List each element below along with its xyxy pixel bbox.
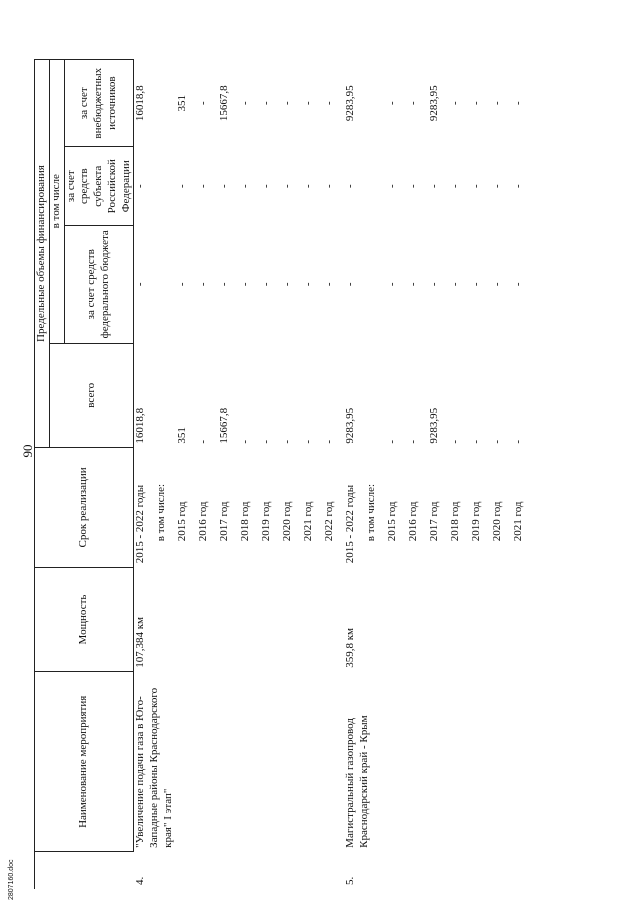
extra-cell [155, 60, 176, 147]
header-extra: за счет внебюджетных источников [64, 60, 134, 147]
extra-cell: - [407, 101, 420, 106]
term-cell: 2019 год [470, 501, 483, 542]
header-including: в том числе [49, 60, 64, 344]
header-federal: за счет средств федерального бюджета [64, 226, 134, 343]
subject-cell: - [239, 184, 252, 189]
subject-cell: - [344, 184, 357, 189]
term-cell: 2017 год [218, 501, 231, 542]
footer-code: 2807160.doc [8, 859, 15, 900]
extra-cell: 351 [176, 94, 189, 112]
extra-cell: - [302, 101, 315, 106]
term-cell: 2015 - 2022 годы [344, 484, 357, 564]
subject-cell: - [302, 184, 315, 189]
header-name: Наименование мероприятия [35, 672, 134, 852]
header-term: Срок реализации [35, 448, 134, 568]
federal-cell [155, 226, 176, 343]
federal-cell: - [386, 282, 399, 287]
header-subject: за счет средств субъекта Российской Федерации [64, 147, 134, 226]
total-cell: 9283,95 [428, 407, 441, 444]
extra-cell: - [449, 101, 462, 106]
federal-cell: - [197, 282, 210, 287]
federal-cell: - [491, 282, 504, 287]
item-capacity: 359,8 км [344, 627, 357, 668]
subject-cell: - [512, 184, 525, 189]
term-cell: 2015 год [176, 501, 189, 542]
federal-cell [365, 226, 386, 343]
term-cell: 2018 год [239, 501, 252, 542]
extra-cell [365, 60, 386, 147]
subject-cell: - [386, 184, 399, 189]
table-row [344, 60, 365, 890]
term-cell: в том числе: [365, 483, 378, 542]
header-total: всего [49, 343, 134, 448]
total-cell [155, 343, 176, 448]
extra-cell: - [512, 101, 525, 106]
subject-cell: - [281, 184, 294, 189]
extra-cell: 9283,95 [344, 85, 357, 122]
total-cell: - [491, 439, 504, 444]
extra-cell: - [470, 101, 483, 106]
federal-cell: - [176, 282, 189, 287]
federal-cell: - [407, 282, 420, 287]
total-cell: - [260, 439, 273, 444]
subject-cell: - [218, 184, 231, 189]
federal-cell: - [134, 282, 147, 287]
total-cell: - [302, 439, 315, 444]
extra-cell: 16018,8 [134, 85, 147, 122]
term-cell: 2017 год [428, 501, 441, 542]
total-cell: - [470, 439, 483, 444]
item-capacity: 107,384 км [134, 616, 147, 668]
subject-cell [155, 147, 176, 226]
federal-cell: - [239, 282, 252, 287]
federal-cell: - [449, 282, 462, 287]
extra-cell: 15667,8 [218, 85, 231, 122]
extra-cell: - [197, 101, 210, 106]
term-cell: 2016 год [407, 501, 420, 542]
page-number: 90 [20, 444, 35, 458]
term-cell: 2022 год [323, 501, 336, 542]
extra-cell: - [281, 101, 294, 106]
financing-table [34, 59, 533, 889]
term-cell: 2020 год [281, 501, 294, 542]
term-cell: 2019 год [260, 501, 273, 542]
federal-cell: - [281, 282, 294, 287]
item-name: Магистральный газопровод Краснодарский край - Крым [344, 715, 370, 848]
subject-cell: - [449, 184, 462, 189]
federal-cell: - [218, 282, 231, 287]
federal-cell: - [260, 282, 273, 287]
item-name: "Увеличение подачи газа в Юго-Западные районы Краснодарского края" I этап" [134, 687, 174, 848]
subject-cell: - [323, 184, 336, 189]
term-cell: 2015 год [386, 501, 399, 542]
subject-cell: - [407, 184, 420, 189]
subject-cell: - [470, 184, 483, 189]
total-cell: 9283,95 [344, 407, 357, 444]
federal-cell: - [512, 282, 525, 287]
term-cell: 2021 год [302, 501, 315, 542]
extra-cell: 9283,95 [428, 85, 441, 122]
federal-cell: - [428, 282, 441, 287]
term-cell: в том числе: [155, 483, 168, 542]
subject-cell: - [176, 184, 189, 189]
federal-cell: - [470, 282, 483, 287]
subject-cell: - [260, 184, 273, 189]
term-cell: 2021 год [512, 501, 525, 542]
federal-cell: - [302, 282, 315, 287]
subject-cell [365, 147, 386, 226]
subject-cell: - [428, 184, 441, 189]
header-capacity: Мощность [35, 567, 134, 672]
item-number: 4. [133, 876, 146, 885]
table-body [134, 60, 534, 890]
subject-cell: - [491, 184, 504, 189]
subject-cell: - [134, 184, 147, 189]
total-cell: - [323, 439, 336, 444]
total-cell: - [449, 439, 462, 444]
total-cell: - [512, 439, 525, 444]
total-cell: - [386, 439, 399, 444]
header-number-cell [35, 852, 134, 889]
table-header [35, 60, 134, 890]
total-cell: 351 [176, 427, 189, 444]
item-number: 5. [344, 876, 357, 885]
subject-cell: - [197, 184, 210, 189]
total-cell: - [197, 439, 210, 444]
term-cell: 2016 год [197, 501, 210, 542]
extra-cell: - [239, 101, 252, 106]
extra-cell: - [260, 101, 273, 106]
header-financing: Предельные объемы финансирования [35, 60, 50, 448]
extra-cell: - [491, 101, 504, 106]
federal-cell: - [323, 282, 336, 287]
total-cell [365, 343, 386, 448]
federal-cell: - [344, 282, 357, 287]
total-cell: 16018,8 [134, 407, 147, 444]
total-cell: 15667,8 [218, 407, 231, 444]
total-cell: - [281, 439, 294, 444]
extra-cell: - [323, 101, 336, 106]
term-cell: 2020 год [491, 501, 504, 542]
total-cell: - [407, 439, 420, 444]
table-row [134, 60, 156, 890]
term-cell: 2018 год [449, 501, 462, 542]
term-cell: 2015 - 2022 годы [134, 484, 147, 564]
total-cell: - [239, 439, 252, 444]
extra-cell: - [386, 101, 399, 106]
